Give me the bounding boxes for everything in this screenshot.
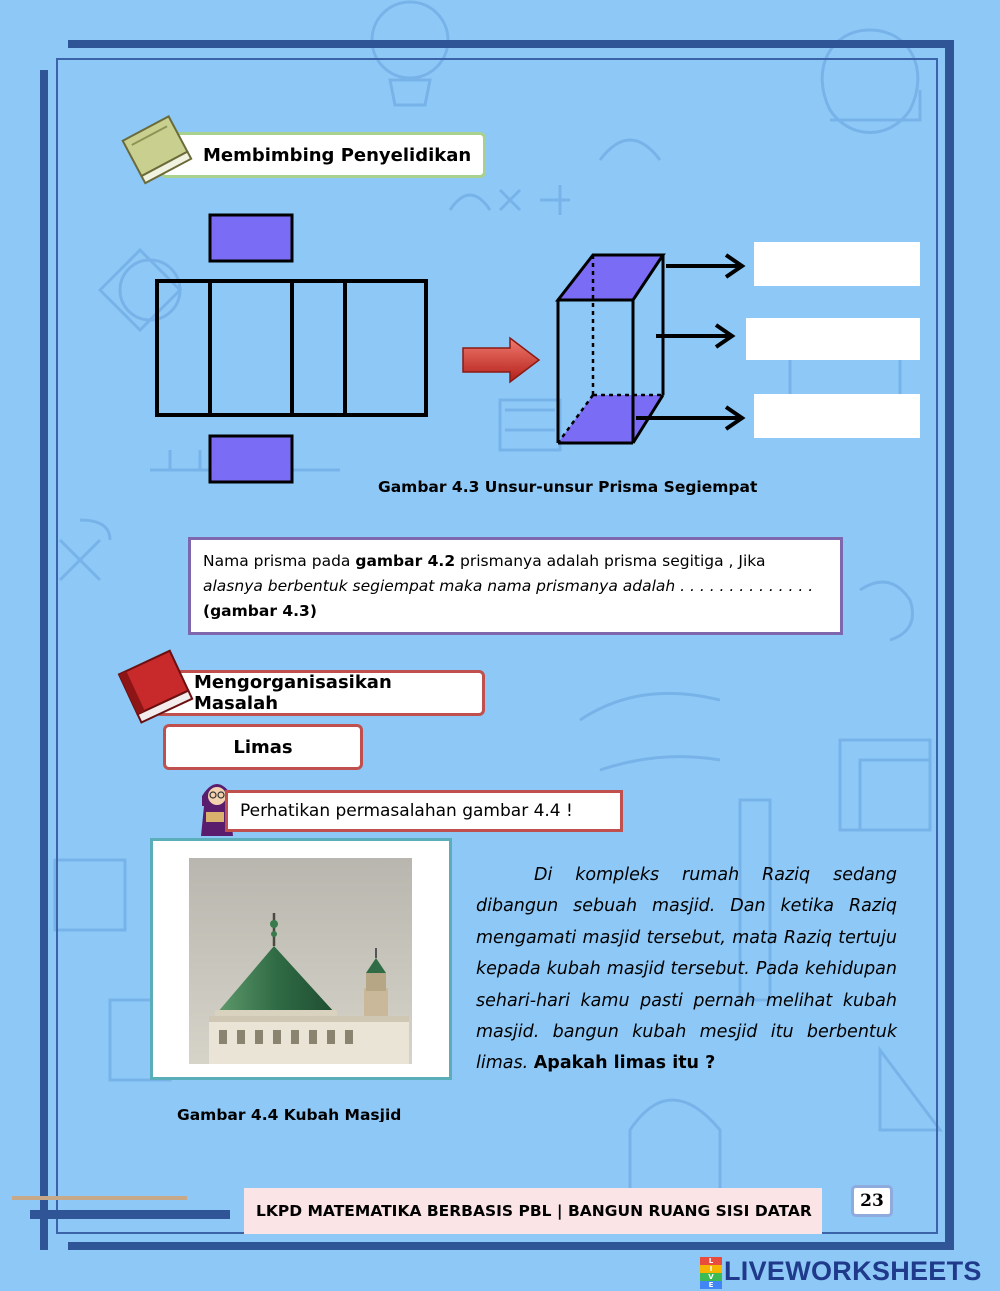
footer-title-bar [244,1188,822,1234]
net-bottom-face [210,436,292,482]
answer-box-edge[interactable] [746,318,920,360]
page-number [851,1185,893,1217]
decorative-line [12,1196,187,1200]
net-top-face [210,215,292,261]
story-question: Apakah limas itu ? [533,1053,716,1074]
speech-bubble [225,790,623,832]
mosque-dome-photo [189,858,412,1064]
brand-name: LIVEWORKSHEETS [724,1255,982,1286]
answer-box-top-face[interactable] [754,242,920,286]
liveworksheets-brand[interactable] [700,1255,982,1289]
liveworksheets-logo-icon [700,1257,722,1289]
logo-letter-v: V [700,1273,722,1281]
red-arrow-icon [460,335,542,385]
red-book-icon [112,640,198,726]
heading-organizing-label: Mengorganisasikan Masalah [194,672,392,714]
note-text-2: prismanya adalah prisma segitiga , Jika [455,552,766,570]
frame-top [68,40,954,48]
heading-organizing [155,670,485,716]
note-italic-text: alasnya berbentuk segiempat maka nama prismanya adalah . . . . . . . . . . . . . . [203,577,814,595]
logo-letter-l: L [700,1257,722,1265]
heading-topic [163,724,363,770]
story-paragraph [476,860,897,1080]
rectangular-prism-3d [548,245,753,450]
heading-topic-label: Limas [233,736,293,758]
speech-text: Perhatikan permasalahan gambar 4.4 ! [240,801,573,821]
prism-net-diagram [150,210,435,490]
footer-title: LKPD MATEMATIKA BERBASIS PBL | BANGUN RUANG SISI DATAR [256,1202,812,1220]
logo-letter-i: I [700,1265,722,1273]
frame-left [40,70,48,1250]
frame-right [945,40,954,1245]
page-number-text: 23 [860,1191,884,1211]
logo-letter-e: E [700,1281,722,1289]
note-bold-1: gambar 4.2 [355,552,456,570]
heading-investigation-label: Membimbing Penyelidikan [203,144,472,166]
prism-top-face [558,255,663,300]
figure-4-4-caption: Gambar 4.4 Kubah Masjid [177,1106,402,1122]
story-text: Di kompleks rumah Raziq sedang dibangun sebuah masjid. Dan ketika Raziq mengamati masjid tersebut, mata Raziq tertuju kepada kubah masjid tersebut. Pada kehidupan sehari-hari kamu pasti pernah melihat kubah masjid. bangun kubah mesjid itu berbentuk limas. [476,865,897,1074]
answer-box-bottom-face[interactable] [754,394,920,438]
note-bold-2: (gambar 4.3) [203,602,317,620]
decorative-bar [30,1210,230,1219]
note-text-1: Nama prisma pada [203,552,356,570]
heading-investigation [160,132,486,178]
book-icon [116,108,196,188]
prism-question-box [188,537,843,635]
figure-4-3-caption: Gambar 4.3 Unsur-unsur Prisma Segiempat [378,478,758,496]
frame-bottom [68,1242,954,1250]
